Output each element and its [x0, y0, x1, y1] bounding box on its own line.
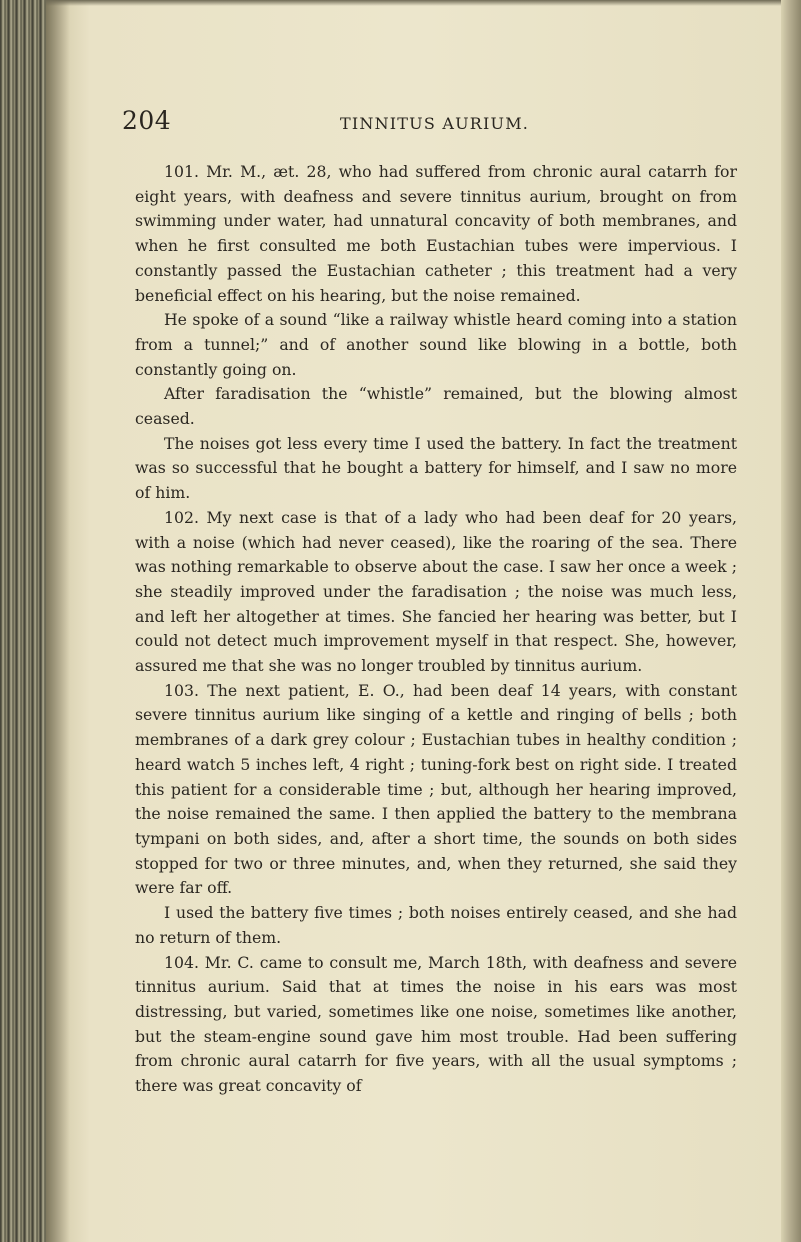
- page-number: 204: [122, 106, 172, 135]
- body-text: [135, 160, 737, 1099]
- paragraph-battery-result: The noises got less every time I used the battery. In fact the treatment was so successful that he bought a battery for himself, and I saw no more of him.: [135, 433, 737, 503]
- page-header: [122, 106, 722, 142]
- gutter-shadow: [46, 0, 70, 1242]
- page-right-edge: [781, 0, 801, 1242]
- paragraph-case-102: 102. My next case is that of a lady who had been deaf for 20 years, with a noise (which had never ceased), like the roaring of the sea. There was nothing remarkable to observe about the case. I saw her once a week ; she steadily improved under the faradisation ; the noise was much less, and left her altogether at times. She fancied her hearing was better, but I could not detect much improvement myself in that respect. She, however, assured me that she was no longer troubled by tinnitus aurium.: [135, 507, 737, 676]
- page-top-edge: [46, 0, 781, 6]
- paragraph-battery-five-times: I used the battery five times ; both noises entirely ceased, and she had no return of them.: [135, 903, 737, 947]
- paragraph-after-faradisation: After faradisation the “whistle” remained, but the blowing almost ceased.: [135, 384, 737, 429]
- paragraph-case-101: 101. Mr. M., æt. 28, who had suffered from chronic aural catarrh for eight years, with deafness and severe tinnitus aurium, brought on from swimming under water, had unnatural concavity of both membranes, and when he first consulted me both Eustachian tubes were impervious. I constantly passed the Eustachian catheter ; this treatment had a very beneficial effect on his hearing, but the noise remained.: [135, 162, 737, 305]
- paragraph-sound-description: He spoke of a sound “like a railway whistle heard coming into a station from a tunnel;” and of another sound like blowing in a bottle, both constantly going on.: [135, 310, 737, 379]
- book-spine-edge: [0, 0, 46, 1242]
- paragraph-case-103: 103. The next patient, E. O., had been deaf 14 years, with constant severe tinnitus aurium like singing of a kettle and ringing of bells ; both membranes of a dark grey colour ; Eustachian tubes in healthy condition ; heard watch 5 inches left, 4 right ; tuning-fork best on right side. I treated this patient for a considerable time ; but, although her hearing improved, the noise remained the same. I then applied the battery to the membrana tympani on both sides, and, after a short time, the sounds on both sides stopped for two or three minutes, and, when they returned, she said they were far off.: [135, 680, 737, 898]
- running-title: TINNITUS AURIUM.: [340, 114, 530, 133]
- paragraph-case-104: 104. Mr. C. came to consult me, March 18th, with deafness and severe tinnitus aurium. Said that at times the noise in his ears was most distressing, but varied, sometimes like one noise, sometimes like another, but the steam-engine sound gave him most trouble. Had been suffering from chronic aural catarrh for five years, with all the usual symptoms ; there was great concavity of: [135, 952, 737, 1096]
